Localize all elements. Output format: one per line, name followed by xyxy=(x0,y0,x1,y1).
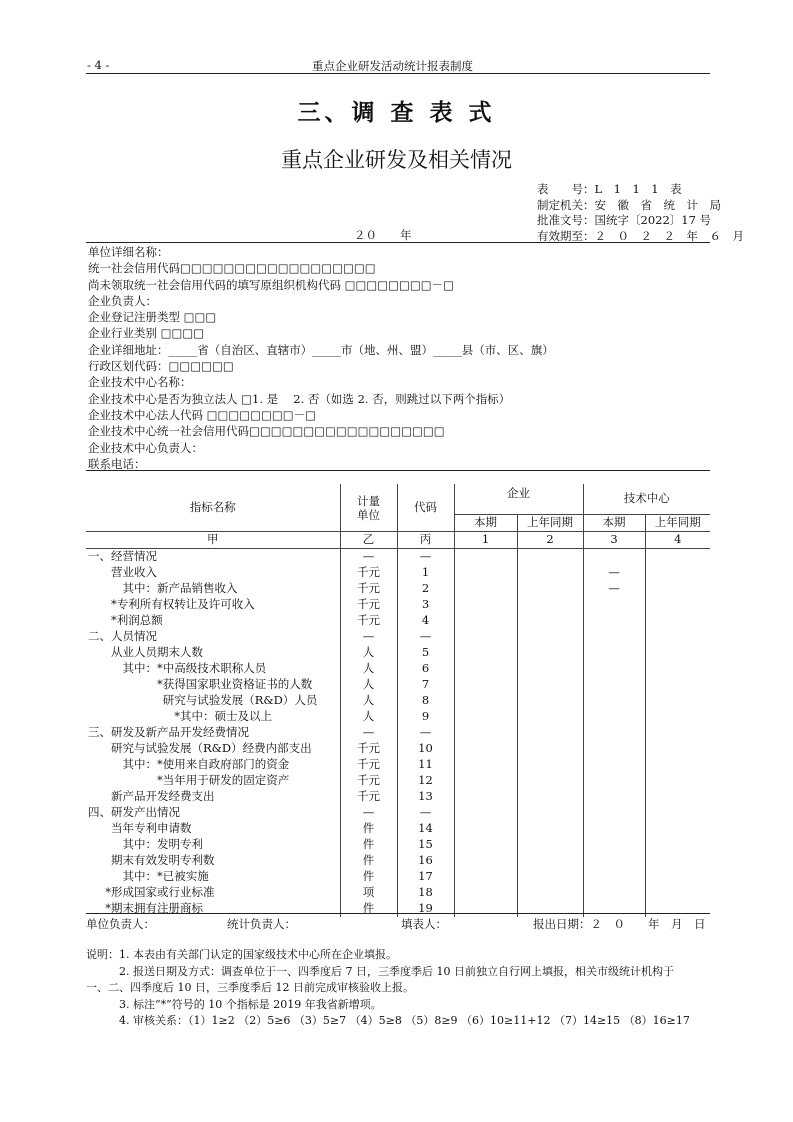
tech-prev-input[interactable] xyxy=(645,613,710,629)
info-line: 企业行业类别 □□□□ xyxy=(88,326,205,341)
code-cell: — xyxy=(397,629,454,645)
table-row xyxy=(86,821,710,837)
table-row xyxy=(86,581,710,597)
unit-cell: 人 xyxy=(340,677,397,693)
enterprise-current-input[interactable] xyxy=(454,853,517,869)
info-line: 行政区划代码：□□□□□□ xyxy=(88,359,234,374)
enterprise-current-input[interactable] xyxy=(454,741,517,757)
enterprise-prev-input[interactable] xyxy=(517,693,583,709)
tech-current-input[interactable] xyxy=(583,677,645,693)
info-line: 企业登记注册类型 □□□ xyxy=(88,310,217,325)
indicator-name: *期末拥有注册商标 xyxy=(105,901,203,916)
unit-cell: 千元 xyxy=(340,613,397,629)
report-year: ２０ 年 xyxy=(354,228,412,242)
enterprise-current-input[interactable] xyxy=(454,773,517,789)
tech-prev-input[interactable] xyxy=(645,805,710,821)
unit-cell: 件 xyxy=(340,853,397,869)
table-row xyxy=(86,901,710,917)
code-cell: 2 xyxy=(397,581,454,597)
info-top-rule xyxy=(86,242,710,243)
tech-current-input[interactable] xyxy=(583,597,645,613)
enterprise-prev-input[interactable] xyxy=(517,629,583,645)
enterprise-current-input[interactable] xyxy=(454,613,517,629)
table-row xyxy=(86,549,710,566)
code-cell: — xyxy=(397,725,454,741)
unit-cell: 千元 xyxy=(340,757,397,773)
indicator-name: 新产品开发经费支出 xyxy=(111,789,215,804)
tech-prev-input[interactable] xyxy=(645,853,710,869)
indicator-name: 当年专利申请数 xyxy=(111,821,192,836)
indicator-name: 其中：*中高级技术职称人员 xyxy=(122,661,267,676)
indicator-name: 期末有效发明专利数 xyxy=(111,853,215,868)
enterprise-prev-input[interactable] xyxy=(517,789,583,805)
index-cell: 甲 xyxy=(86,532,340,549)
indicator-name: 三、研发及新产品开发经费情况 xyxy=(88,725,249,740)
unit-cell: 千元 xyxy=(340,597,397,613)
tech-prev-input[interactable] xyxy=(645,869,710,885)
header-rule xyxy=(86,73,710,74)
unit-cell: 件 xyxy=(340,869,397,885)
code-cell: — xyxy=(397,805,454,821)
table-row xyxy=(86,677,710,693)
enterprise-prev-input[interactable] xyxy=(517,565,583,581)
unit-cell: 千元 xyxy=(340,565,397,581)
enterprise-current-input[interactable] xyxy=(454,789,517,805)
col-unit xyxy=(340,484,397,532)
indicator-name: *形成国家或行业标准 xyxy=(105,885,215,900)
enterprise-info-block xyxy=(88,244,554,472)
col-enterprise-current: 本期 xyxy=(454,515,517,532)
enterprise-prev-input[interactable] xyxy=(517,805,583,821)
code-cell: 11 xyxy=(397,757,454,773)
indicator-name: *利润总额 xyxy=(111,613,163,628)
indicator-table xyxy=(86,484,710,917)
index-cell: 3 xyxy=(583,532,645,549)
code-cell: 7 xyxy=(397,677,454,693)
indicator-name: *当年用于研发的固定资产 xyxy=(157,773,290,788)
indicator-name: 其中：发明专利 xyxy=(122,837,203,852)
info-line: 企业技术中心统一社会信用代码□□□□□□□□□□□□□□□□□□ xyxy=(88,424,445,439)
unit-cell: — xyxy=(340,725,397,741)
col-unit-label: 计量 单位 xyxy=(357,493,380,522)
tech-current-na: — xyxy=(583,565,645,581)
index-cell: 2 xyxy=(517,532,583,549)
col-tech-prev: 上年同期 xyxy=(645,515,710,532)
page-number: - 4 - xyxy=(87,58,110,72)
indicator-name: 研究与试验发展（R&D）人员 xyxy=(162,693,318,708)
col-enterprise: 企业 xyxy=(454,484,583,515)
enterprise-prev-input[interactable] xyxy=(517,757,583,773)
table-row xyxy=(86,709,710,725)
table-row xyxy=(86,597,710,613)
indicator-name: 其中：*已被实施 xyxy=(122,869,209,884)
enterprise-prev-input[interactable] xyxy=(517,869,583,885)
tech-prev-input[interactable] xyxy=(645,581,710,597)
indicator-name: *专利所有权转让及许可收入 xyxy=(111,597,255,612)
tech-current-input[interactable] xyxy=(583,869,645,885)
info-line: 联系电话： xyxy=(88,456,146,471)
enterprise-current-input[interactable] xyxy=(454,821,517,837)
info-line: 企业技术中心名称： xyxy=(88,375,192,390)
info-line: 企业技术中心是否为独立法人 □1. 是 2. 否（如选 2. 否，则跳过以下两个指标） xyxy=(88,391,511,406)
unit-cell: 千元 xyxy=(340,581,397,597)
table-row xyxy=(86,757,710,773)
form-title: 重点企业研发及相关情况 xyxy=(281,148,512,172)
table-row xyxy=(86,773,710,789)
enterprise-current-input[interactable] xyxy=(454,645,517,661)
index-cell: 乙 xyxy=(340,532,397,549)
unit-head-label: 单位负责人： xyxy=(86,917,155,931)
enterprise-prev-input[interactable] xyxy=(517,837,583,853)
code-cell: 14 xyxy=(397,821,454,837)
tech-prev-input[interactable] xyxy=(645,901,710,917)
info-line: 企业详细地址：_____省（自治区、直辖市）_____市（地、州、盟）_____县（市、区、旗） xyxy=(88,342,554,357)
enterprise-current-input[interactable] xyxy=(454,597,517,613)
enterprise-current-input[interactable] xyxy=(454,725,517,741)
enterprise-prev-input[interactable] xyxy=(517,901,583,917)
enterprise-prev-input[interactable] xyxy=(517,885,583,901)
table-row xyxy=(86,741,710,757)
enterprise-prev-input[interactable] xyxy=(517,661,583,677)
enterprise-prev-input[interactable] xyxy=(517,597,583,613)
table-row xyxy=(86,565,710,581)
enterprise-prev-input[interactable] xyxy=(517,725,583,741)
enterprise-current-input[interactable] xyxy=(454,805,517,821)
table-top-rule xyxy=(86,470,710,471)
tech-current-input[interactable] xyxy=(583,885,645,901)
unit-cell: 人 xyxy=(340,661,397,677)
note-line: 4. 审核关系：（1）1≥2 （2）5≥6 （3）5≥7 （4）5≥8 （5）8≥9 （6）10≥11+12 （7）14≥15 （8）16≥17 xyxy=(86,1014,690,1027)
table-row xyxy=(86,789,710,805)
table-row xyxy=(86,613,710,629)
running-title: 重点企业研发活动统计报表制度 xyxy=(312,59,473,73)
tech-current-input[interactable] xyxy=(583,693,645,709)
unit-cell: 件 xyxy=(340,837,397,853)
info-line: 企业技术中心负责人： xyxy=(88,440,203,455)
notes-block xyxy=(86,947,716,1030)
table-row xyxy=(86,805,710,821)
indicator-rows xyxy=(86,549,710,918)
code-cell: 3 xyxy=(397,597,454,613)
tech-prev-input[interactable] xyxy=(645,789,710,805)
issuing-authority: 制定机关：安 徽 省 统 计 局 xyxy=(537,197,721,212)
unit-cell: 人 xyxy=(340,693,397,709)
form-meta xyxy=(537,182,744,244)
enterprise-prev-input[interactable] xyxy=(517,613,583,629)
info-line: 统一社会信用代码□□□□□□□□□□□□□□□□□□ xyxy=(88,261,376,276)
indicator-name: 四、研发产出情况 xyxy=(88,805,180,820)
tech-current-input[interactable] xyxy=(583,645,645,661)
enterprise-current-input[interactable] xyxy=(454,837,517,853)
indicator-name: 研究与试验发展（R&D）经费内部支出 xyxy=(111,741,312,756)
info-line: 单位详细名称： xyxy=(88,245,169,259)
indicator-name: 其中：新产品销售收入 xyxy=(122,581,238,596)
enterprise-prev-input[interactable] xyxy=(517,645,583,661)
tech-current-input[interactable] xyxy=(583,709,645,725)
tech-prev-input[interactable] xyxy=(645,773,710,789)
approval-number: 批准文号：国统字〔2022〕17 号 xyxy=(537,213,712,227)
tech-current-input[interactable] xyxy=(583,773,645,789)
tech-prev-input[interactable] xyxy=(645,629,710,645)
code-cell: 15 xyxy=(397,837,454,853)
tech-current-input[interactable] xyxy=(583,629,645,645)
tech-prev-input[interactable] xyxy=(645,757,710,773)
tech-prev-input[interactable] xyxy=(645,885,710,901)
unit-cell: 千元 xyxy=(340,773,397,789)
tech-current-input[interactable] xyxy=(583,661,645,677)
table-row xyxy=(86,837,710,853)
enterprise-current-input[interactable] xyxy=(454,629,517,645)
enterprise-prev-input[interactable] xyxy=(517,773,583,789)
indicator-name: 一、经营情况 xyxy=(88,549,157,564)
enterprise-current-input[interactable] xyxy=(454,677,517,693)
tech-prev-input[interactable] xyxy=(645,661,710,677)
code-cell: 1 xyxy=(397,565,454,581)
tech-current-input[interactable] xyxy=(583,805,645,821)
tech-current-input[interactable] xyxy=(583,613,645,629)
col-tech-center: 技术中心 xyxy=(583,484,710,515)
indicator-name: 从业人员期末人数 xyxy=(111,645,203,660)
unit-cell: 项 xyxy=(340,885,397,901)
code-cell: 18 xyxy=(397,885,454,901)
enterprise-prev-input[interactable] xyxy=(517,549,583,566)
code-cell: 16 xyxy=(397,853,454,869)
enterprise-current-input[interactable] xyxy=(454,757,517,773)
unit-cell: 件 xyxy=(340,901,397,917)
tech-prev-input[interactable] xyxy=(645,821,710,837)
unit-cell: 千元 xyxy=(340,789,397,805)
filler-label: 填表人： xyxy=(401,917,447,931)
unit-cell: — xyxy=(340,549,397,566)
tech-prev-input[interactable] xyxy=(645,693,710,709)
stat-head-label: 统计负责人： xyxy=(227,917,296,931)
index-cell: 4 xyxy=(645,532,710,549)
unit-cell: 人 xyxy=(340,645,397,661)
enterprise-current-input[interactable] xyxy=(454,869,517,885)
unit-cell: 千元 xyxy=(340,741,397,757)
code-cell: 8 xyxy=(397,693,454,709)
code-cell: 4 xyxy=(397,613,454,629)
index-cell: 1 xyxy=(454,532,517,549)
report-date-label: 报出日期：２ ０ 年 月 日 xyxy=(533,917,706,931)
tech-prev-input[interactable] xyxy=(645,645,710,661)
tech-current-input[interactable] xyxy=(583,549,645,566)
tech-current-input[interactable] xyxy=(583,837,645,853)
tech-current-input[interactable] xyxy=(583,725,645,741)
unit-cell: — xyxy=(340,805,397,821)
tech-prev-input[interactable] xyxy=(645,837,710,853)
code-cell: 19 xyxy=(397,901,454,917)
enterprise-prev-input[interactable] xyxy=(517,581,583,597)
tech-current-input[interactable] xyxy=(583,757,645,773)
enterprise-prev-input[interactable] xyxy=(517,709,583,725)
tech-prev-input[interactable] xyxy=(645,677,710,693)
table-row xyxy=(86,885,710,901)
unit-cell: — xyxy=(340,629,397,645)
tech-current-input[interactable] xyxy=(583,901,645,917)
table-row xyxy=(86,693,710,709)
indicator-name: *其中：硕士及以上 xyxy=(174,709,272,724)
index-row xyxy=(86,532,710,549)
tech-current-na: — xyxy=(583,581,645,597)
tech-current-input[interactable] xyxy=(583,789,645,805)
table-row xyxy=(86,661,710,677)
table-row xyxy=(86,853,710,869)
col-code: 代码 xyxy=(397,484,454,532)
note-line: 一、二、四季度后 10 日，三季度季后 12 日前完成审核验收上报。 xyxy=(86,981,414,994)
col-indicator-name: 指标名称 xyxy=(86,484,340,532)
tech-prev-input[interactable] xyxy=(645,597,710,613)
code-cell: 5 xyxy=(397,645,454,661)
enterprise-current-input[interactable] xyxy=(454,885,517,901)
code-cell: — xyxy=(397,549,454,566)
tech-prev-input[interactable] xyxy=(645,565,710,581)
tech-current-input[interactable] xyxy=(583,853,645,869)
indicator-name: 二、人员情况 xyxy=(88,629,157,644)
col-tech-current: 本期 xyxy=(583,515,645,532)
table-bottom-rule xyxy=(86,913,710,914)
info-line: 企业技术中心法人代码 □□□□□□□□－□ xyxy=(88,407,316,422)
tech-current-input[interactable] xyxy=(583,821,645,837)
code-cell: 13 xyxy=(397,789,454,805)
tech-prev-input[interactable] xyxy=(645,725,710,741)
enterprise-prev-input[interactable] xyxy=(517,821,583,837)
code-cell: 12 xyxy=(397,773,454,789)
valid-until: 有效期至：２ ０ ２ ２ 年 ６ 月 xyxy=(537,228,744,243)
info-line: 尚未领取统一社会信用代码的填写原组织机构代码 □□□□□□□□－□ xyxy=(88,277,454,292)
code-cell: 17 xyxy=(397,869,454,885)
indicator-name: 营业收入 xyxy=(111,565,157,580)
enterprise-prev-input[interactable] xyxy=(517,853,583,869)
enterprise-current-input[interactable] xyxy=(454,661,517,677)
index-cell: 丙 xyxy=(397,532,454,549)
unit-cell: 件 xyxy=(340,821,397,837)
unit-cell: 人 xyxy=(340,709,397,725)
col-enterprise-prev: 上年同期 xyxy=(517,515,583,532)
enterprise-current-input[interactable] xyxy=(454,693,517,709)
indicator-name: 其中：*使用来自政府部门的资金 xyxy=(122,757,290,772)
code-cell: 10 xyxy=(397,741,454,757)
tech-current-input[interactable] xyxy=(583,741,645,757)
enterprise-current-input[interactable] xyxy=(454,549,517,566)
section-title: 三、调 查 表 式 xyxy=(297,99,496,126)
enterprise-current-input[interactable] xyxy=(454,581,517,597)
enterprise-current-input[interactable] xyxy=(454,709,517,725)
enterprise-prev-input[interactable] xyxy=(517,677,583,693)
enterprise-prev-input[interactable] xyxy=(517,741,583,757)
note-line: 说明：1. 本表由有关部门认定的国家级技术中心所在企业填报。 xyxy=(86,948,397,961)
info-line: 企业负责人： xyxy=(88,293,157,308)
tech-prev-input[interactable] xyxy=(645,549,710,566)
tech-prev-input[interactable] xyxy=(645,741,710,757)
tech-prev-input[interactable] xyxy=(645,709,710,725)
table-row xyxy=(86,725,710,741)
code-cell: 6 xyxy=(397,661,454,677)
enterprise-current-input[interactable] xyxy=(454,901,517,917)
code-cell: 9 xyxy=(397,709,454,725)
table-row xyxy=(86,629,710,645)
table-row xyxy=(86,645,710,661)
indicator-name: *获得国家职业资格证书的人数 xyxy=(157,677,313,692)
enterprise-current-input[interactable] xyxy=(454,565,517,581)
note-line: 2. 报送日期及方式：调查单位于一、四季度后 7 日，三季度季后 10 日前独立自行网上填报，相关市级统计机构于 xyxy=(86,964,674,978)
table-number: 表 号：L 1 1 1 表 xyxy=(537,182,682,196)
note-line: 3. 标注“*”符号的 10 个指标是 2019 年我省新增项。 xyxy=(86,997,382,1011)
table-row xyxy=(86,869,710,885)
